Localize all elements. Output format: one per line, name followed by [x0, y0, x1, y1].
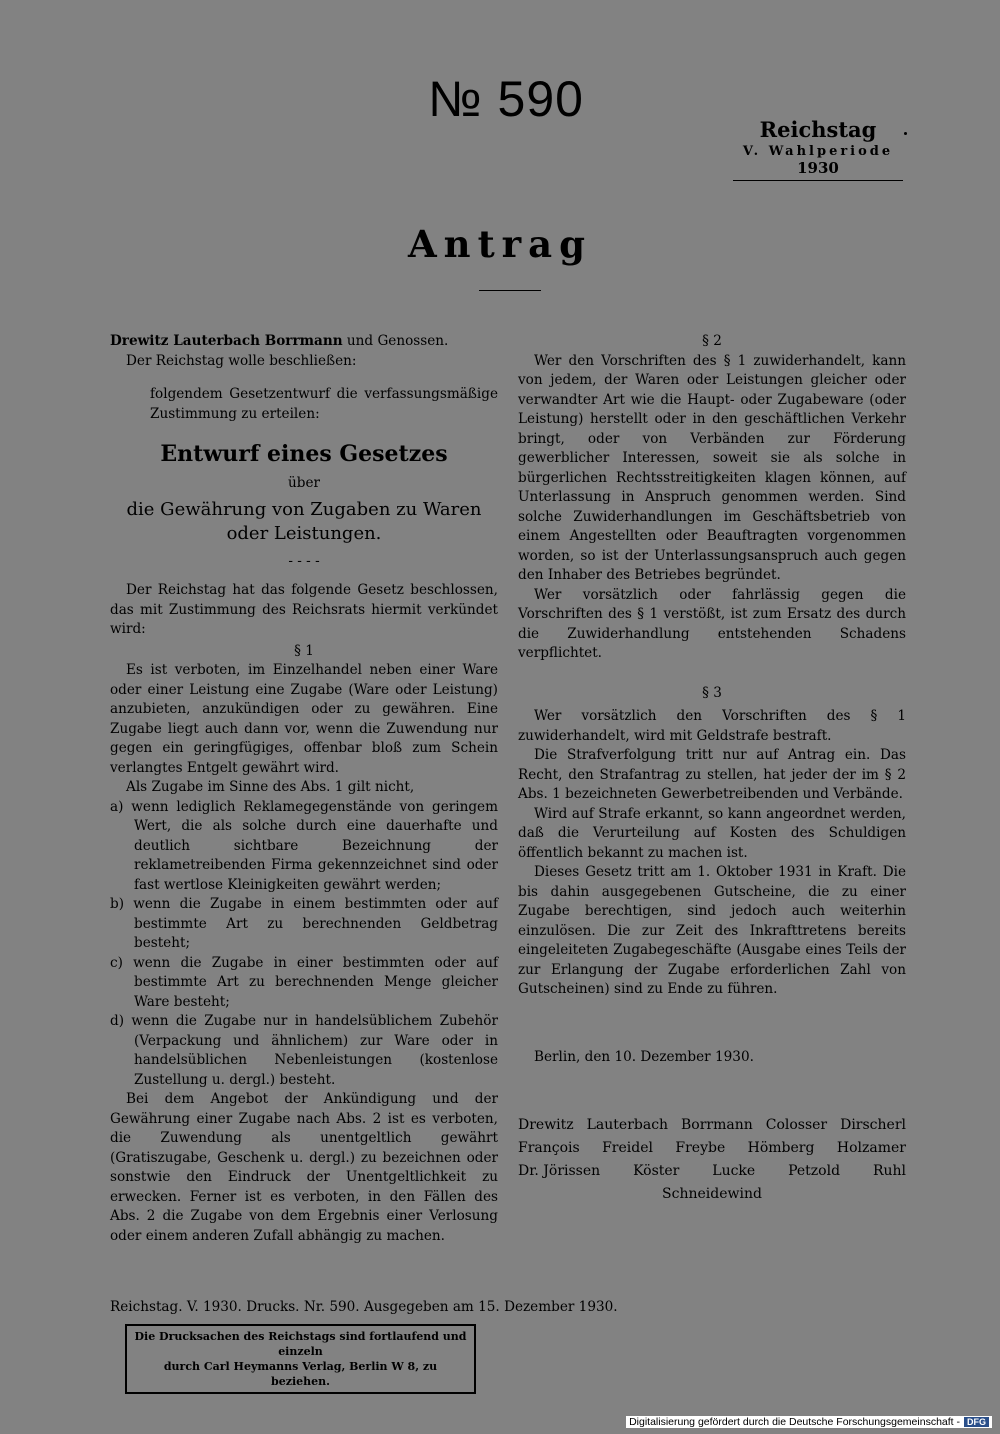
left-body	[110, 581, 498, 1246]
signature-row-4: Schneidewind	[662, 1186, 762, 1202]
signature: Freybe	[675, 1140, 726, 1156]
section-1-item-a: a) wenn lediglich Reklamegegenstände von geringem Wert, die als solche durch eine dauerhafte und deutlich sichtbare Bezeichnung der reklametreibenden Firma gekennzeichnet sind oder fast wertlose Kleinigkeiten gewährt werden;	[110, 798, 498, 893]
section-2-text-2: Wer vorsätzlich oder fahrlässig gegen die Vorschriften des § 1 verstößt, ist zum Ersatz des durch die Zuwiderhandlung entstehenden Schadens verpflichtet.	[518, 586, 906, 661]
section-1-item-b: b) wenn die Zugabe in einem bestimmten oder auf bestimmte Art zu berechnenden Geldbetrag besteht;	[110, 896, 498, 951]
notice-line-1: Die Drucksachen des Reichstags sind fortlaufend und einzeln	[134, 1330, 467, 1358]
document-title: Antrag	[407, 222, 593, 266]
section-2-text-1: Wer den Vorschriften des § 1 zuwiderhandelt, kann von jedem, der Waren oder Leistungen gleicher oder verwandter Art wie die Haupt- oder Zugabeware (oder Leistung) herstellt oder in den geschäftlichen Verkehr bringt, oder von Verbänden zur Förderung gewerblicher Interessen, soweit sie als solche in bürgerlichen Rechtsstreitigkeiten klagen können, auf Unterlassung in Anspruch genommen werden. Sind solche Zuwiderhandlungen im Geschäftsbetrieb von einem Angestellten oder Beauftragten vorgenommen worden, so ist der Unterlassungsanspruch auch gegen den Inhaber des Betriebes begründet.	[518, 352, 906, 583]
consent-text: folgendem Gesetzentwurf die verfassungsmäßige Zustimmung zu erteilen:	[150, 386, 498, 422]
preamble: Der Reichstag hat das folgende Gesetz beschlossen, das mit Zustimmung des Reichsrats hiermit verkündet wird:	[110, 582, 498, 637]
signature: Lucke	[712, 1163, 756, 1179]
signature: Ruhl	[872, 1163, 906, 1179]
period-label: V. Wahlperiode	[742, 144, 894, 159]
header-rule	[733, 180, 903, 181]
signature: Petzold	[788, 1163, 841, 1179]
signature: Drewitz	[518, 1117, 574, 1133]
section-1-text: Es ist verboten, im Einzelhandel neben einer Ware oder einer Leistung eine Zugabe (Ware oder Leistung) anzubieten, anzukündigen oder zu gewähren. Eine Zugabe liegt auch dann vor, wenn die Zuwendung nur gegen ein geringfügiges, offenbar bloß zum Schein verlangtes Entgelt gewährt wird.	[110, 662, 498, 776]
signature: Hömberg	[747, 1140, 815, 1156]
signature: Lauterbach	[586, 1117, 669, 1133]
section-3-text-1: Wer vorsätzlich den Vorschriften des § 1 zuwiderhandelt, wird mit Geldstrafe bestraft.	[518, 708, 906, 744]
draft-subject: die Gewährung von Zugaben zu Waren oder Leistungen.	[126, 499, 482, 544]
draft-title: Entwurf eines Gesetzes	[160, 441, 448, 467]
dfg-logo: DFG	[964, 1417, 989, 1427]
section-2-heading: § 2	[702, 333, 722, 349]
resolve-line: Der Reichstag wolle beschließen:	[126, 352, 357, 369]
dashes: - - - -	[288, 553, 320, 569]
distribution-notice	[125, 1324, 476, 1394]
section-1-intro: Als Zugabe im Sinne des Abs. 1 gilt nicht,	[126, 779, 415, 795]
reichstag-label: Reichstag	[759, 117, 877, 142]
ueber-label: über	[288, 475, 320, 491]
signature: Borrmann	[681, 1117, 753, 1133]
digitization-text: Digitalisierung gefördert durch die Deutsche Forschungsgemeinschaft -	[629, 1416, 960, 1428]
section-1-item-d: d) wenn die Zugabe nur in handelsüblichem Zubehör (Verpackung und ähnlichem) zur Ware oder in handelsüblichen Nebenleistungen (kostenlose Zustellung u. dergl.) besteht.	[110, 1013, 498, 1088]
right-body	[518, 332, 906, 1067]
digitization-credit	[626, 1416, 992, 1428]
signature: Freidel	[602, 1140, 653, 1156]
left-intro	[110, 332, 498, 424]
section-1-item-c: c) wenn die Zugabe in einer bestimmten oder auf bestimmte Art zu berechnenden Menge gleicher Ware besteht;	[110, 954, 498, 1010]
title-rule	[479, 290, 541, 291]
submitters-rest: und Genossen.	[342, 333, 449, 349]
section-3-text-3: Wird auf Strafe erkannt, so kann angeordnet werden, daß die Verurteilung auf Kosten des Schuldigen öffentlich bekannt zu machen ist.	[518, 805, 906, 861]
reichstag-header	[733, 117, 903, 181]
signature-row-2	[518, 1137, 906, 1160]
signature: Dirscherl	[840, 1117, 906, 1133]
signature-row-3	[518, 1160, 906, 1183]
submitters-bold: Drewitz Lauterbach Borrmann	[110, 333, 343, 349]
section-3-text-4: Dieses Gesetz tritt am 1. Oktober 1931 in Kraft. Die bis dahin ausgegebenen Gutscheine, die zu einer Zugabe berechtigen, sind jedoch auch weiterhin einzulösen. Die zur Zeit des Inkrafttretens bereits eingeleiteten Zugabegeschäfte (Ausgabe eines Teils der zur Erlangung der Zugabe erforderlichen Zahl von Gutscheinen) sind zu Ende zu führen.	[518, 864, 906, 997]
signature-row-1	[518, 1114, 906, 1137]
section-3-text-2: Die Strafverfolgung tritt nur auf Antrag ein. Das Recht, den Strafantrag zu stellen, hat jeder der im § 2 Abs. 1 bezeichneten Gewerbetreibenden und Verbände.	[518, 747, 906, 802]
notice-line-2: durch Carl Heymanns Verlag, Berlin W 8, zu beziehen.	[163, 1360, 438, 1388]
ink-dot	[904, 132, 907, 135]
signature: Holzamer	[836, 1140, 906, 1156]
section-1-final: Bei dem Angebot der Ankündigung und der Gewährung einer Zugabe nach Abs. 2 ist es verboten, die Zuwendung als unentgeltlich gewährt (Gratiszugabe, Geschenk u. dergl.) zu bezeichnen oder sonstwie den Eindruck der Unentgeltlichkeit zu erwecken. Ferner ist es verboten, in den Fällen des Abs. 2 die Zugabe von dem Ergebnis einer Verlosung oder einem anderen Zufall abhängig zu machen.	[110, 1091, 498, 1244]
document-number: № 590	[428, 71, 584, 127]
signature: Colosser	[765, 1117, 828, 1133]
signatures	[518, 1114, 906, 1206]
section-3-heading: § 3	[702, 684, 722, 701]
section-1-heading: § 1	[294, 642, 314, 659]
place-date: Berlin, den 10. Dezember 1930.	[534, 1048, 754, 1065]
year-label: 1930	[797, 159, 839, 177]
print-line: Reichstag. V. 1930. Drucks. Nr. 590. Ausgegeben am 15. Dezember 1930.	[110, 1299, 618, 1315]
signature: Dr. Jörissen	[518, 1163, 601, 1179]
signature: François	[518, 1140, 580, 1156]
signature: Köster	[633, 1163, 680, 1179]
